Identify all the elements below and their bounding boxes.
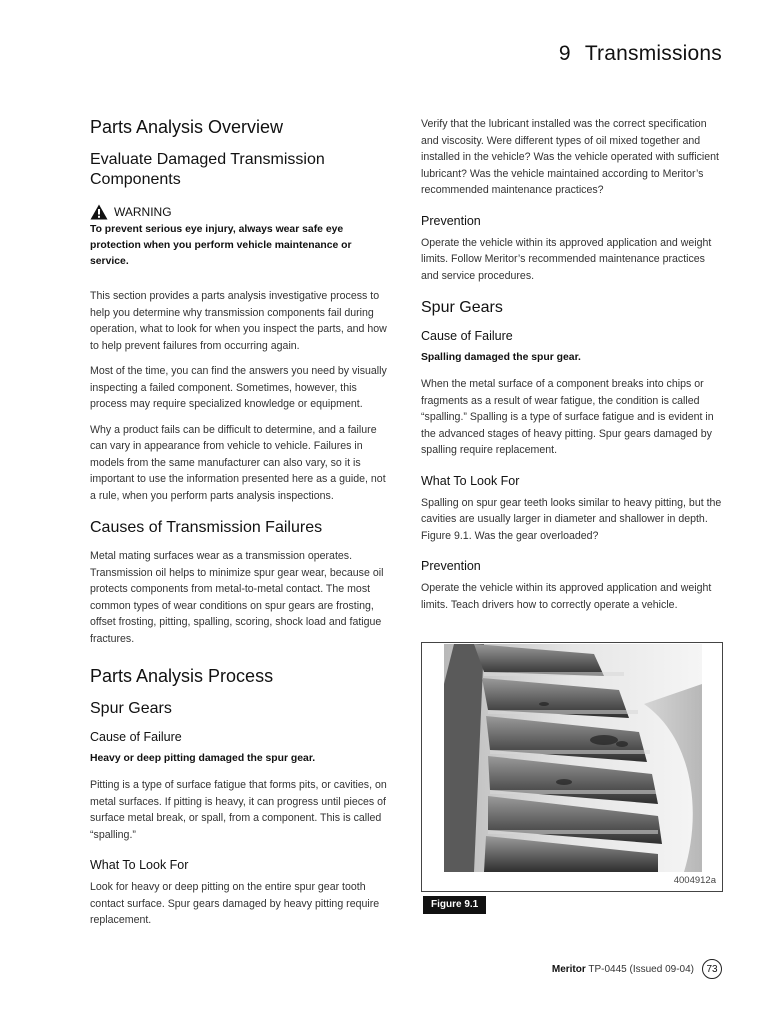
figure-caption: Figure 9.1 (423, 896, 486, 914)
cause-text-right: When the metal surface of a component breaks into chips or fragments as a result of wear fatigue, the condition is called “spalling.” Spalling is a type of surface fatigue and is evident in the advanced stages of heavy pitting. Spur gears damaged by spalling require replacement. (421, 378, 714, 456)
warning-triangle-icon (90, 204, 108, 220)
verify-text: Verify that the lubricant installed was the correct specification and viscosity. Were different types of oil mixed together and installed in the vehicle? Was the vehicle operated with sufficient lubricant? Was the vehicle maintained according to Meritor’s recommended maintenance practices? (421, 118, 719, 196)
footer-brand: Meritor (551, 963, 586, 975)
causes-title: Causes of Transmission Failures (90, 519, 323, 536)
cause-bold-right: Spalling damaged the spur gear. (421, 352, 581, 363)
page-footer (552, 959, 722, 979)
warning-text: To prevent serious eye injury, always wear safe eye protection when you perform vehicle maintenance or service. (90, 224, 352, 267)
causes-text: Metal mating surfaces wear as a transmission operates. Transmission oil helps to minimize spur gear wear, because oil protects components from metal-to-metal contact. The most common types of wear conditions on spur gears are frosting, offset frosting, pitting, spalling, scoring, shock load and fatigue fractures. (90, 550, 384, 645)
intro-paragraph-2: Most of the time, you can find the answers you need by visually inspecting a failed component. Sometimes, however, this process may require specialized knowledge or equipment. (90, 365, 387, 410)
spur-gears-title-right: Spur Gears (421, 299, 503, 316)
page-number: 73 (702, 959, 722, 979)
spur-gears-title: Spur Gears (90, 700, 172, 717)
spur-gear-photo (444, 644, 702, 872)
warning-heading (90, 204, 392, 220)
prevention-title-2: Prevention (421, 559, 481, 573)
figure-id: 4004912a (673, 875, 716, 886)
overview-title: Parts Analysis Overview (90, 117, 284, 137)
chapter-heading (559, 42, 722, 66)
chapter-number: 9 (558, 42, 571, 65)
figure-9-1 (421, 642, 723, 892)
prevention-text-2: Operate the vehicle within its approved application and weight limits. Teach drivers how to correctly operate a vehicle. (421, 582, 712, 611)
warning-label: WARNING (114, 205, 172, 219)
look-text: Look for heavy or deep pitting on the entire spur gear tooth contact surface. Spur gears damaged by heavy pitting require replacement. (90, 881, 380, 926)
footer-doc: TP-0445 (Issued 09-04) (588, 963, 694, 975)
cause-of-failure-title-right: Cause of Failure (421, 329, 513, 343)
intro-paragraph-3: Why a product fails can be difficult to determine, and a failure can vary in appearance from vehicle to vehicle. Failures in models from the same manufacturer can also vary, so it is important to use the information presented here as a guide, not a rule, when you perform parts analysis inspections. (90, 423, 386, 502)
prevention-text-1: Operate the vehicle within its approved application and weight limits. Follow Meritor’s recommended maintenance practices and service procedures. (421, 236, 712, 282)
cause-bold: Heavy or deep pitting damaged the spur gear. (90, 753, 316, 764)
cause-of-failure-title: Cause of Failure (90, 730, 182, 744)
look-text-right: Spalling on spur gear teeth looks similar to heavy pitting, but the cavities are usually larger in diameter and shallower in depth. Figure 9.1. Was the gear overloaded? (421, 496, 722, 542)
what-to-look-for-title-right: What To Look For (421, 473, 520, 488)
evaluate-title: Evaluate Damaged Transmission Components (90, 151, 325, 188)
prevention-title-1: Prevention (421, 213, 481, 228)
cause-text: Pitting is a type of surface fatigue that forms pits, or cavities, on metal surfaces. If pitting is heavy, it can progress until pieces of surface metal break, or spall, from a component. This is called “spalling.” (90, 779, 387, 841)
intro-paragraph-1: This section provides a parts analysis investigative process to help you determine why transmission components fail during operation, what to look for when you inspect the parts, and how to help prevent failures from occurring again. (90, 290, 387, 352)
process-title: Parts Analysis Process (90, 666, 274, 686)
right-column (421, 116, 723, 622)
left-column (90, 116, 392, 938)
what-to-look-for-title: What To Look For (90, 858, 189, 872)
chapter-title: Transmissions (584, 42, 722, 65)
